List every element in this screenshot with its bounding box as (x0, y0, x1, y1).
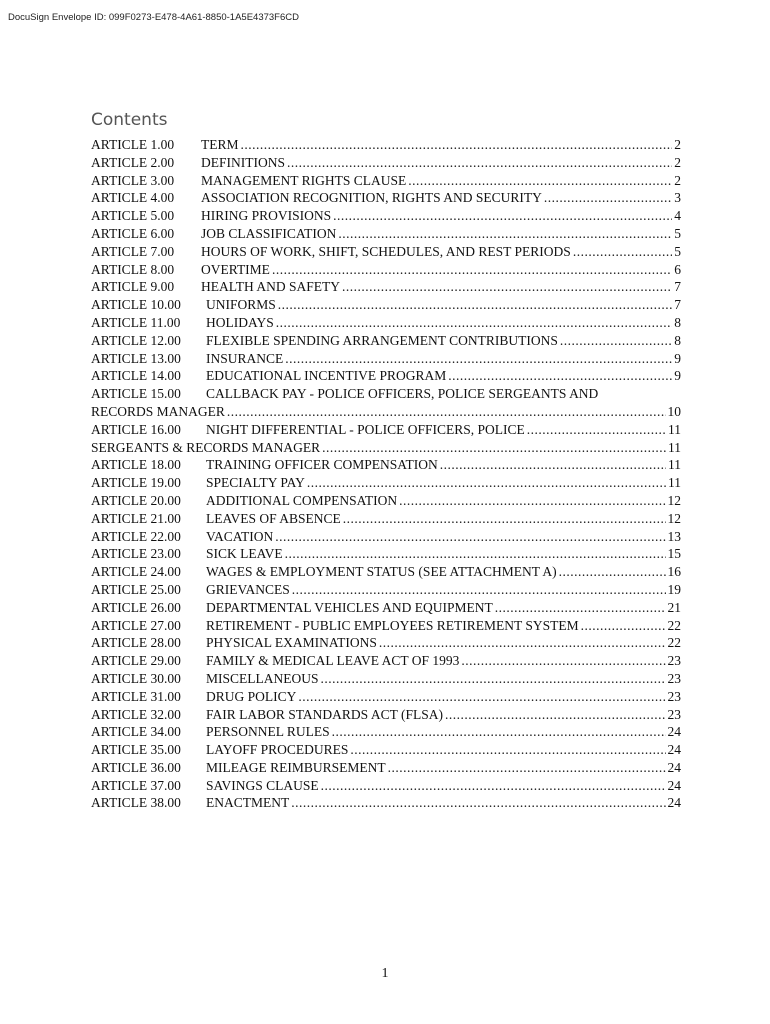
toc-entry-page: 5 (674, 225, 681, 241)
toc-entry[interactable] (91, 403, 681, 421)
toc-leader-dots (461, 652, 665, 670)
toc-entry-title: HEALTH AND SAFETY (201, 279, 341, 295)
toc-leader-dots (527, 421, 666, 439)
toc-entry-number: ARTICLE 37.00 (91, 777, 181, 793)
toc-entry[interactable] (91, 545, 681, 563)
toc-entry-page: 22 (667, 617, 681, 633)
toc-entry-page: 8 (674, 314, 681, 330)
toc-entry-number: ARTICLE 13.00 (91, 350, 181, 366)
toc-entry[interactable] (91, 759, 681, 777)
toc-entry-page: 7 (674, 279, 681, 295)
toc-entry-page: 2 (674, 172, 681, 188)
toc-entry-title: MILEAGE REIMBURSEMENT (206, 759, 386, 775)
toc-entry-number: ARTICLE 3.00 (91, 172, 175, 188)
toc-entry[interactable] (91, 207, 681, 225)
toc-entry-page: 11 (668, 457, 681, 473)
toc-entry-page: 24 (667, 777, 681, 793)
toc-leader-dots (350, 741, 665, 759)
toc-entry-page: 9 (674, 350, 681, 366)
toc-entry-title: WAGES & EMPLOYMENT STATUS (SEE ATTACHMENT A) (206, 564, 557, 580)
toc-entry[interactable] (91, 367, 681, 385)
toc-entry[interactable] (91, 136, 681, 154)
toc-entry-title: SERGEANTS & RECORDS MANAGER (91, 439, 321, 455)
toc-entry[interactable] (91, 706, 681, 724)
toc-entry-page: 2 (674, 154, 681, 170)
toc-entry-title: OVERTIME (201, 261, 270, 277)
toc-entry[interactable] (91, 617, 681, 635)
toc-leader-dots (408, 172, 672, 190)
toc-entry-number: ARTICLE 36.00 (91, 759, 181, 775)
toc-entry-number: ARTICLE 24.00 (91, 564, 181, 580)
toc-leader-dots (332, 723, 666, 741)
toc-entry-title: DRUG POLICY (206, 688, 297, 704)
toc-leader-dots (343, 510, 666, 528)
toc-entry-title: FLEXIBLE SPENDING ARRANGEMENT CONTRIBUTIONS (206, 332, 558, 348)
toc-entry-title: SAVINGS CLAUSE (206, 777, 319, 793)
toc-leader-dots (338, 225, 672, 243)
toc-entry-title: RECORDS MANAGER (91, 403, 225, 419)
toc-entry-page: 24 (667, 759, 681, 775)
toc-entry-title: LEAVES OF ABSENCE (206, 510, 341, 526)
toc-entry[interactable] (91, 794, 681, 812)
toc-leader-dots (342, 278, 672, 296)
toc-entry-page: 23 (667, 653, 681, 669)
toc-leader-dots (448, 367, 672, 385)
toc-entry-title: MISCELLANEOUS (206, 670, 319, 686)
toc-entry-page: 24 (667, 742, 681, 758)
toc-entry-page: 4 (674, 208, 681, 224)
toc-entry-page: 5 (674, 243, 681, 259)
toc-entry-number: ARTICLE 28.00 (91, 635, 181, 651)
toc-leader-dots (321, 777, 666, 795)
toc-entry-title: SICK LEAVE (206, 546, 283, 562)
toc-entry-page: 7 (674, 297, 681, 313)
toc-entry[interactable] (91, 599, 681, 617)
table-of-contents (91, 136, 681, 812)
toc-entry-page: 13 (667, 528, 681, 544)
toc-entry[interactable] (91, 278, 681, 296)
page-number: 1 (381, 966, 389, 981)
toc-leader-dots (388, 759, 666, 777)
toc-entry-title: UNIFORMS (206, 297, 276, 313)
toc-leader-dots (399, 492, 665, 510)
toc-entry-number: ARTICLE 15.00 (91, 386, 181, 402)
toc-entry-number: ARTICLE 12.00 (91, 332, 181, 348)
toc-leader-dots (495, 599, 666, 617)
toc-entry-number: ARTICLE 22.00 (91, 528, 181, 544)
toc-entry-number: ARTICLE 8.00 (91, 261, 175, 277)
toc-entry-number: ARTICLE 18.00 (91, 457, 181, 473)
toc-entry[interactable] (91, 723, 681, 741)
toc-entry-number: ARTICLE 16.00 (91, 421, 181, 437)
toc-entry[interactable] (91, 634, 681, 652)
toc-entry[interactable] (91, 492, 681, 510)
toc-entry-title: ADDITIONAL COMPENSATION (206, 492, 398, 508)
toc-leader-dots (276, 314, 672, 332)
toc-entry-number: ARTICLE 21.00 (91, 510, 181, 526)
toc-entry-page: 8 (674, 332, 681, 348)
toc-entry-page: 24 (667, 795, 681, 811)
toc-entry[interactable] (91, 385, 681, 403)
toc-entry-number: ARTICLE 14.00 (91, 368, 181, 384)
toc-entry-number: ARTICLE 30.00 (91, 670, 181, 686)
toc-entry-page: 23 (667, 688, 681, 704)
toc-entry[interactable] (91, 296, 681, 314)
toc-entry-page: 23 (667, 706, 681, 722)
toc-entry-number: ARTICLE 5.00 (91, 208, 175, 224)
toc-entry-title: SPECIALTY PAY (206, 475, 305, 491)
toc-entry-title: PERSONNEL RULES (206, 724, 330, 740)
toc-entry-page: 11 (668, 421, 681, 437)
toc-entry[interactable] (91, 510, 681, 528)
toc-entry[interactable] (91, 777, 681, 795)
toc-entry-page: 3 (674, 190, 681, 206)
toc-entry[interactable] (91, 314, 681, 332)
toc-entry-number: ARTICLE 11.00 (91, 314, 181, 330)
toc-entry-number: ARTICLE 2.00 (91, 154, 175, 170)
toc-entry[interactable] (91, 474, 681, 492)
toc-leader-dots (298, 688, 665, 706)
toc-entry-page: 10 (667, 403, 681, 419)
toc-entry[interactable] (91, 172, 681, 190)
toc-leader-dots (573, 243, 672, 261)
toc-entry-number: ARTICLE 19.00 (91, 475, 181, 491)
toc-leader-dots (275, 528, 665, 546)
toc-entry[interactable] (91, 563, 681, 581)
toc-entry[interactable] (91, 421, 681, 439)
toc-leader-dots (285, 350, 672, 368)
toc-entry-title: HOLIDAYS (206, 314, 274, 330)
toc-entry-title: HOURS OF WORK, SHIFT, SCHEDULES, AND REST PERIODS (201, 243, 571, 259)
toc-entry-number: ARTICLE 26.00 (91, 599, 181, 615)
toc-leader-dots (227, 403, 666, 421)
toc-leader-dots (291, 794, 665, 812)
toc-leader-dots (241, 136, 673, 154)
toc-entry-title: LAYOFF PROCEDURES (206, 742, 349, 758)
toc-entry-title: FAMILY & MEDICAL LEAVE ACT OF 1993 (206, 653, 460, 669)
toc-entry-title: ENACTMENT (206, 795, 290, 811)
toc-entry-number: ARTICLE 9.00 (91, 279, 175, 295)
toc-leader-dots (321, 670, 666, 688)
toc-entry[interactable] (91, 688, 681, 706)
toc-entry-page: 9 (674, 368, 681, 384)
toc-entry[interactable] (91, 439, 681, 457)
toc-entry-page: 23 (667, 670, 681, 686)
toc-entry-page: 12 (667, 492, 681, 508)
toc-entry-title: DEPARTMENTAL VEHICLES AND EQUIPMENT (206, 599, 493, 615)
toc-entry-number: ARTICLE 38.00 (91, 795, 181, 811)
toc-entry-title: FAIR LABOR STANDARDS ACT (FLSA) (206, 706, 443, 722)
toc-entry-title: RETIREMENT - PUBLIC EMPLOYEES RETIREMENT SYSTEM (206, 617, 579, 633)
toc-entry-number: ARTICLE 10.00 (91, 297, 181, 313)
toc-entry-title: ASSOCIATION RECOGNITION, RIGHTS AND SECURITY (201, 190, 542, 206)
toc-leader-dots (322, 439, 666, 457)
toc-entry[interactable] (91, 350, 681, 368)
toc-entry-title: JOB CLASSIFICATION (201, 225, 337, 241)
toc-entry-number: ARTICLE 29.00 (91, 653, 181, 669)
toc-entry-number: ARTICLE 1.00 (91, 137, 175, 152)
toc-entry-title: EDUCATIONAL INCENTIVE PROGRAM (206, 368, 447, 384)
toc-entry-page: 6 (674, 261, 681, 277)
toc-entry-page: 19 (667, 581, 681, 597)
toc-entry-title: GRIEVANCES (206, 581, 290, 597)
toc-entry[interactable] (91, 528, 681, 546)
toc-entry-number: ARTICLE 32.00 (91, 706, 181, 722)
toc-entry[interactable] (91, 581, 681, 599)
toc-entry-title: VACATION (206, 528, 274, 544)
toc-leader-dots (333, 207, 672, 225)
toc-entry[interactable] (91, 332, 681, 350)
toc-leader-dots (272, 261, 672, 279)
toc-leader-dots (287, 154, 672, 172)
toc-entry[interactable] (91, 456, 681, 474)
toc-entry-number: ARTICLE 34.00 (91, 724, 181, 740)
toc-leader-dots (559, 563, 666, 581)
toc-entry-number: ARTICLE 7.00 (91, 243, 175, 259)
toc-entry-number: ARTICLE 31.00 (91, 688, 181, 704)
toc-leader-dots (379, 634, 666, 652)
docusign-envelope-id: DocuSign Envelope ID: 099F0273-E478-4A61-8850-1A5E4373F6CD (8, 12, 299, 23)
toc-leader-dots (581, 617, 666, 635)
toc-entry-title: TERM (201, 137, 239, 152)
toc-leader-dots (285, 545, 666, 563)
toc-entry-number: ARTICLE 23.00 (91, 546, 181, 562)
toc-entry-number: ARTICLE 25.00 (91, 581, 181, 597)
toc-entry-number: ARTICLE 6.00 (91, 225, 175, 241)
toc-entry-title: TRAINING OFFICER COMPENSATION (206, 457, 438, 473)
toc-entry-title: DEFINITIONS (201, 154, 285, 170)
toc-leader-dots (292, 581, 666, 599)
toc-entry-page: 2 (674, 137, 681, 152)
toc-entry-title: INSURANCE (206, 350, 284, 366)
toc-entry-page: 15 (667, 546, 681, 562)
toc-entry-title: HIRING PROVISIONS (201, 208, 332, 224)
toc-entry-page: 21 (667, 599, 681, 615)
toc-entry-page: 12 (667, 510, 681, 526)
toc-leader-dots (445, 706, 666, 724)
toc-entry-number: ARTICLE 27.00 (91, 617, 181, 633)
toc-leader-dots (544, 189, 672, 207)
toc-leader-dots (560, 332, 672, 350)
toc-leader-dots (278, 296, 672, 314)
toc-entry-page: 16 (667, 564, 681, 580)
toc-entry[interactable] (91, 189, 681, 207)
toc-entry-number: ARTICLE 35.00 (91, 742, 181, 758)
toc-entry-number: ARTICLE 20.00 (91, 492, 181, 508)
toc-entry-title: NIGHT DIFFERENTIAL - POLICE OFFICERS, POLICE (206, 421, 525, 437)
toc-entry[interactable] (91, 154, 681, 172)
toc-entry[interactable] (91, 670, 681, 688)
toc-entry-page: 11 (668, 439, 681, 455)
toc-entry-title: CALLBACK PAY - POLICE OFFICERS, POLICE SERGEANTS AND (206, 386, 599, 402)
toc-entry-title: MANAGEMENT RIGHTS CLAUSE (201, 172, 407, 188)
toc-entry[interactable] (91, 741, 681, 759)
toc-entry[interactable] (91, 243, 681, 261)
toc-title: Contents (91, 110, 168, 130)
toc-entry-page: 11 (668, 475, 681, 491)
toc-entry-page: 22 (667, 635, 681, 651)
toc-entry[interactable] (91, 225, 681, 243)
toc-entry-page: 24 (667, 724, 681, 740)
toc-leader-dots (307, 474, 666, 492)
toc-entry[interactable] (91, 652, 681, 670)
toc-entry[interactable] (91, 261, 681, 279)
toc-entry-number: ARTICLE 4.00 (91, 190, 175, 206)
toc-leader-dots (440, 456, 666, 474)
toc-entry-title: PHYSICAL EXAMINATIONS (206, 635, 377, 651)
